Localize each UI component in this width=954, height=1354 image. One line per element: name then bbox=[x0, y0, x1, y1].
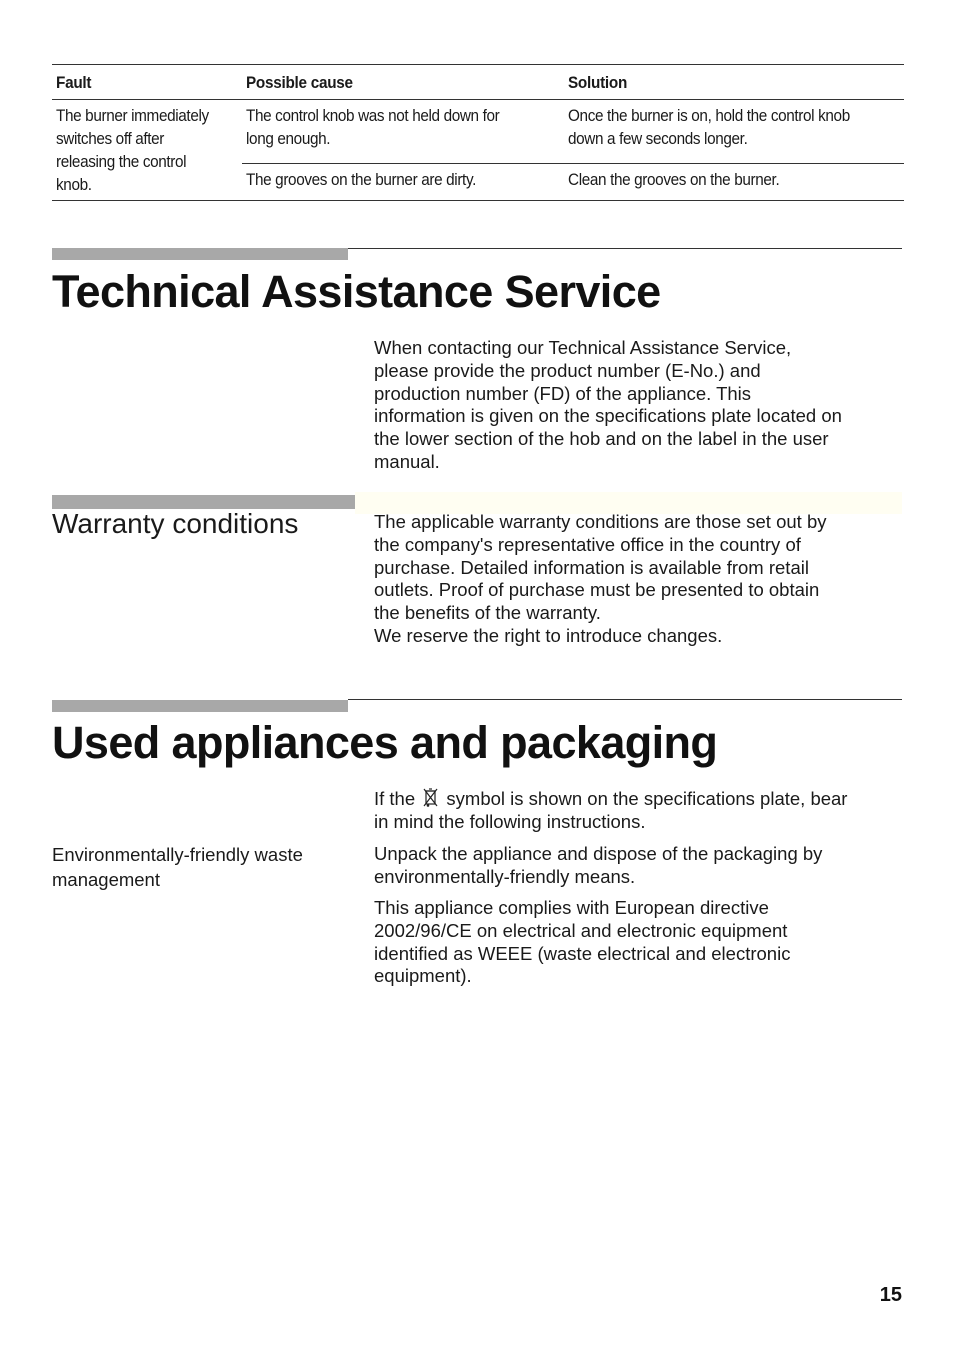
used-intro-text: If the symbol is shown on the specifications plate, bear in mind the following instructions. bbox=[374, 788, 848, 832]
section-divider bbox=[348, 248, 902, 249]
side-label-waste-management: Environmentally-friendly waste management bbox=[52, 844, 303, 890]
used-para-2: This appliance complies with European directive 2002/96/CE on electrical and electronic equipment identified as WEEE (waste electrical and electronic equipment). bbox=[374, 897, 791, 987]
fault-table bbox=[52, 64, 904, 201]
solution-cell: Once the burner is on, hold the control knob down a few seconds longer. bbox=[564, 100, 904, 164]
page-number: 15 bbox=[879, 1284, 902, 1306]
solution-cell: Clean the grooves on the burner. bbox=[564, 163, 904, 200]
used-para-1: Unpack the appliance and dispose of the packaging by environmentally-friendly means. bbox=[374, 843, 823, 887]
section-divider bbox=[348, 699, 902, 700]
cause-cell: The grooves on the burner are dirty. bbox=[242, 163, 564, 200]
table-header-row bbox=[52, 65, 904, 100]
section-title-used-appliances: Used appliances and packaging bbox=[52, 717, 718, 768]
cause-cell: The control knob was not held down for long enough. bbox=[242, 100, 564, 164]
header-fault: Fault bbox=[52, 65, 242, 100]
warranty-text: The applicable warranty conditions are those set out by the company's representative office in the country of purchase. Detailed information is available from retail outlets. Proof of purchase must be presented to obtain the benefits of the warranty. We reserve the right to introduce changes. bbox=[374, 511, 827, 646]
section-bar bbox=[52, 248, 348, 260]
section-title-technical-assistance: Technical Assistance Service bbox=[52, 266, 661, 317]
header-solution: Solution bbox=[564, 65, 904, 100]
fault-cell: The burner immediately switches off after releasing the control knob. bbox=[52, 100, 242, 201]
subsection-title-warranty: Warranty conditions bbox=[52, 508, 299, 539]
subsection-bar bbox=[52, 495, 355, 509]
header-possible-cause: Possible cause bbox=[242, 65, 564, 100]
table-row bbox=[52, 100, 904, 164]
crossed-out-wheelie-bin-icon bbox=[422, 788, 439, 808]
tas-intro-text: When contacting our Technical Assistance Service, please provide the product number (E-No.) and production number (FD) of the appliance. This information is given on the specifications plate located on the lower section of the hob and on the label in the user manual. bbox=[374, 337, 842, 472]
section-bar bbox=[52, 700, 348, 712]
